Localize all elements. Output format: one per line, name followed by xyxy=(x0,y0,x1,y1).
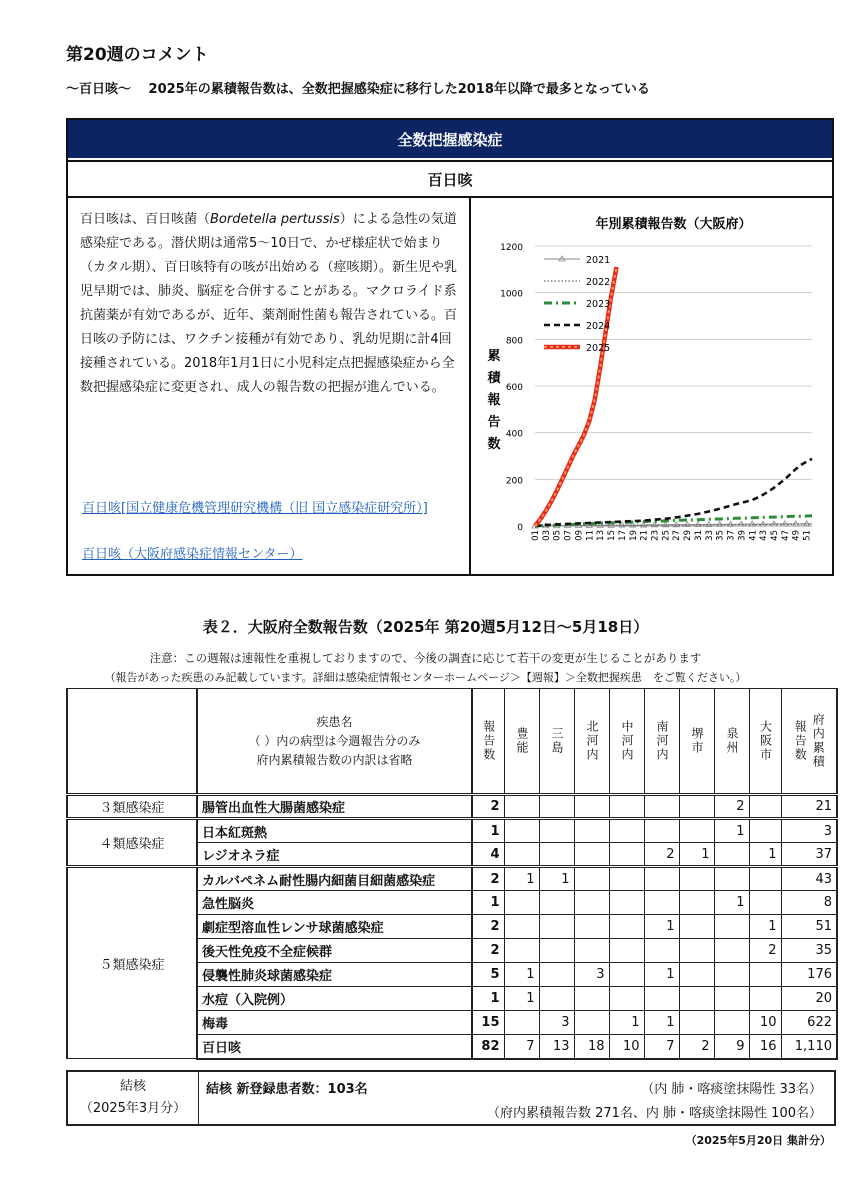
description-scientific-name: Bordetella pertussis xyxy=(210,212,340,227)
region-count-cell xyxy=(609,915,644,939)
region-count-cell: 2 xyxy=(679,1035,714,1059)
region-count-cell xyxy=(749,867,781,891)
legend-label: 2022 xyxy=(586,277,611,288)
region-count-cell: 18 xyxy=(574,1035,609,1059)
region-count-cell: 1 xyxy=(504,987,539,1011)
category-cell: ３類感染症 xyxy=(67,795,197,819)
weekly-count-cell: 2 xyxy=(472,795,504,819)
x-tick-label: 11 xyxy=(585,530,596,541)
region-count-cell xyxy=(574,987,609,1011)
y-tick-label: 600 xyxy=(505,383,523,393)
weekly-count-cell: 1 xyxy=(472,819,504,843)
x-tick-label: 25 xyxy=(661,530,672,541)
region-count-cell: 13 xyxy=(539,1035,574,1059)
cumulative-cell: 8 xyxy=(781,891,837,915)
tb-cumulative: （府内累積報告数 271名、内 肺・喀痰塗抹陽性 100名） xyxy=(486,1106,822,1121)
header-col xyxy=(504,689,539,795)
disease-cell: 腸管出血性大腸菌感染症 xyxy=(197,795,472,819)
x-tick-label: 27 xyxy=(672,530,683,541)
y-axis-label: 報 xyxy=(487,393,501,408)
tb-period: （2025年3月分） xyxy=(79,1101,187,1116)
region-count-cell xyxy=(609,819,644,843)
x-tick-label: 41 xyxy=(748,530,759,541)
y-axis-label: 数 xyxy=(487,437,501,452)
x-tick-label: 17 xyxy=(617,530,628,541)
weekly-count-cell: 4 xyxy=(472,843,504,867)
tuberculosis-box xyxy=(66,1070,836,1126)
x-tick-label: 01 xyxy=(531,530,541,541)
tuberculosis-label xyxy=(68,1072,199,1124)
legend-label: 2023 xyxy=(586,299,611,310)
table-row xyxy=(67,795,837,819)
table-title: 表２．大阪府全数報告数（2025年 第20週5月12日～5月18日） xyxy=(202,618,649,636)
x-tick-label: 45 xyxy=(769,530,780,541)
region-count-cell xyxy=(714,939,749,963)
header-col-label: 中河内 xyxy=(620,720,634,762)
panel-divider xyxy=(469,198,471,576)
description-post: ）による急性の気道感染症である。潜伏期は通常5～10日で、かぜ様症状で始まり（カタル期）、百日咳特有の咳が出始める（痙咳期）。新生児や乳児早期では、肺炎、脳症を合併することがある。マクロライド系抗菌薬が有効であるが、近年、薬剤耐性菌も報告されている。百日咳の予防には、ワクチン接種が有効であり、乳幼児期に計4回接種されている。2018年1月1日に小児科定点把握感染症から全数把握感染症に変更され、成人の報告数の把握が進んでいる。 xyxy=(80,212,458,395)
weekly-count-cell: 2 xyxy=(472,867,504,891)
region-count-cell xyxy=(504,939,539,963)
x-tick-label: 21 xyxy=(639,530,650,541)
region-count-cell: 2 xyxy=(714,795,749,819)
x-tick-label: 15 xyxy=(607,530,618,541)
header-disease-line: 疾患名 xyxy=(316,714,353,729)
legend-label: 2025 xyxy=(586,343,611,354)
header-disease-line: （ ）内の病型は今週報告分のみ xyxy=(248,733,421,748)
region-count-cell: 3 xyxy=(539,1011,574,1035)
aggregation-date: （2025年5月20日 集計分） xyxy=(685,1134,831,1147)
region-count-cell xyxy=(749,987,781,1011)
header-col xyxy=(781,689,837,795)
header-col-label: 泉州 xyxy=(725,727,739,755)
table-row xyxy=(67,819,837,843)
page-subtitle: ～百日咳～ 2025年の累積報告数は、全数把握感染症に移行した2018年以降で最多となっている xyxy=(66,82,650,97)
region-count-cell xyxy=(504,891,539,915)
region-count-cell xyxy=(714,867,749,891)
x-tick-label: 03 xyxy=(541,530,552,541)
header-col-label: 堺市 xyxy=(690,727,704,755)
region-count-cell xyxy=(644,819,679,843)
x-tick-label: 33 xyxy=(704,530,715,541)
cumulative-cell: 176 xyxy=(781,963,837,987)
x-tick-label: 39 xyxy=(737,530,748,541)
disease-cell: 日本紅斑熱 xyxy=(197,819,472,843)
region-count-cell: 1 xyxy=(749,915,781,939)
weekly-count-cell: 1 xyxy=(472,987,504,1011)
x-tick-label: 05 xyxy=(552,530,563,541)
header-disease-line: 府内累積報告数の内訳は省略 xyxy=(256,752,413,767)
x-tick-label: 13 xyxy=(596,530,607,541)
x-tick-label: 07 xyxy=(563,530,574,541)
region-count-cell xyxy=(749,963,781,987)
x-tick-label: 09 xyxy=(574,530,585,541)
page-title: 第20週のコメント xyxy=(66,45,209,65)
region-count-cell xyxy=(574,891,609,915)
legend-label: 2021 xyxy=(586,255,611,266)
region-count-cell xyxy=(574,843,609,867)
region-count-cell: 3 xyxy=(574,963,609,987)
cumulative-cell: 37 xyxy=(781,843,837,867)
region-count-cell xyxy=(609,867,644,891)
x-tick-label: 47 xyxy=(780,530,791,541)
weekly-count-cell: 2 xyxy=(472,915,504,939)
x-tick-label: 19 xyxy=(628,530,639,541)
disease-cell: 侵襲性肺炎球菌感染症 xyxy=(197,963,472,987)
description-pre: 百日咳は、百日咳菌（ xyxy=(80,212,211,227)
disease-title: 百日咳 xyxy=(68,160,832,198)
region-count-cell xyxy=(679,819,714,843)
disease-description xyxy=(80,208,462,400)
region-count-cell xyxy=(714,915,749,939)
disease-cell: カルバペネム耐性腸内細菌目細菌感染症 xyxy=(197,867,472,891)
region-count-cell xyxy=(574,819,609,843)
region-count-cell xyxy=(749,819,781,843)
region-count-cell: 1 xyxy=(609,1011,644,1035)
y-tick-label: 200 xyxy=(505,476,523,487)
disease-cell: 後天性免疫不全症候群 xyxy=(197,939,472,963)
weekly-count-cell: 2 xyxy=(472,939,504,963)
series-point-2021 xyxy=(804,521,810,526)
region-count-cell xyxy=(679,867,714,891)
cumulative-cell: 21 xyxy=(781,795,837,819)
region-count-cell xyxy=(714,963,749,987)
region-count-cell xyxy=(504,1011,539,1035)
header-col-label: 北河内 xyxy=(585,720,599,762)
region-count-cell: 1 xyxy=(679,843,714,867)
disease-cell: 劇症型溶血性レンサ球菌感染症 xyxy=(197,915,472,939)
region-count-cell: 1 xyxy=(539,867,574,891)
region-count-cell xyxy=(539,915,574,939)
region-count-cell xyxy=(644,939,679,963)
header-col xyxy=(472,689,504,795)
cumulative-cell: 1,110 xyxy=(781,1035,837,1059)
region-count-cell xyxy=(574,915,609,939)
region-count-cell xyxy=(609,939,644,963)
x-tick-label: 29 xyxy=(683,530,694,541)
region-count-cell xyxy=(714,843,749,867)
header-col-label: 南河内 xyxy=(655,720,669,762)
region-count-cell: 1 xyxy=(644,1011,679,1035)
header-col xyxy=(644,689,679,795)
region-count-cell xyxy=(644,891,679,915)
region-count-cell: 16 xyxy=(749,1035,781,1059)
y-axis-label: 積 xyxy=(487,371,501,386)
header-blank xyxy=(67,689,197,795)
region-count-cell: 1 xyxy=(644,915,679,939)
region-count-cell xyxy=(749,891,781,915)
table-note-detail: （報告があった疾患のみ記載しています。詳細は感染症情報センターホームページ＞【週報】＞全数把握疾患 をご覧ください。） xyxy=(104,671,747,684)
region-count-cell: 10 xyxy=(749,1011,781,1035)
region-count-cell xyxy=(539,819,574,843)
x-tick-label: 49 xyxy=(791,530,802,541)
region-count-cell xyxy=(714,987,749,1011)
region-count-cell xyxy=(574,867,609,891)
region-count-cell xyxy=(504,795,539,819)
tb-smear-positive: （内 肺・喀痰塗抹陽性 33名） xyxy=(641,1082,822,1097)
header-col xyxy=(539,689,574,795)
region-count-cell xyxy=(749,795,781,819)
tb-new-patients: 結核 新登録患者数：103名 xyxy=(206,1082,368,1097)
niid-link[interactable]: 百日咳[国立健康危機管理研究機構（旧 国立感染症研究所）] xyxy=(82,501,428,516)
region-count-cell xyxy=(574,795,609,819)
disease-cell: 急性脳炎 xyxy=(197,891,472,915)
weekly-count-cell: 15 xyxy=(472,1011,504,1035)
region-count-cell xyxy=(609,987,644,1011)
region-count-cell xyxy=(679,891,714,915)
x-tick-label: 31 xyxy=(693,530,704,541)
region-count-cell xyxy=(539,795,574,819)
region-count-cell: 2 xyxy=(644,843,679,867)
cumulative-cell: 43 xyxy=(781,867,837,891)
category-cell: ４類感染症 xyxy=(67,819,197,867)
weekly-count-cell: 5 xyxy=(472,963,504,987)
region-count-cell: 7 xyxy=(644,1035,679,1059)
header-col-label: 報告数 xyxy=(481,720,496,762)
header-col xyxy=(574,689,609,795)
category-cell: ５類感染症 xyxy=(67,867,197,1059)
region-count-cell: 9 xyxy=(714,1035,749,1059)
cumulative-cell: 35 xyxy=(781,939,837,963)
region-count-cell xyxy=(539,963,574,987)
disease-cell: 水痘（入院例） xyxy=(197,987,472,1011)
region-count-cell xyxy=(609,795,644,819)
region-count-cell: 1 xyxy=(749,843,781,867)
region-count-cell xyxy=(644,987,679,1011)
region-count-cell xyxy=(714,1011,749,1035)
region-count-cell xyxy=(504,915,539,939)
y-axis-label: 累 xyxy=(487,349,501,364)
region-count-cell: 1 xyxy=(504,867,539,891)
region-count-cell: 1 xyxy=(504,963,539,987)
region-count-cell: 1 xyxy=(644,963,679,987)
region-count-cell xyxy=(609,963,644,987)
cumulative-chart xyxy=(480,202,826,572)
category-banner: 全数把握感染症 xyxy=(68,120,832,158)
y-tick-label: 1200 xyxy=(500,243,523,253)
region-count-cell xyxy=(539,843,574,867)
header-col-cumulative: 府内累積 xyxy=(811,713,826,769)
osaka-center-link[interactable]: 百日咳（大阪府感染症情報センター） xyxy=(82,547,303,562)
weekly-count-cell: 82 xyxy=(472,1035,504,1059)
header-col-label: 報告数 xyxy=(793,720,808,762)
header-col xyxy=(609,689,644,795)
cumulative-cell: 51 xyxy=(781,915,837,939)
cumulative-cell: 20 xyxy=(781,987,837,1011)
header-col-label: 豊能 xyxy=(515,727,529,755)
tb-label: 結核 xyxy=(119,1079,146,1094)
x-tick-label: 51 xyxy=(802,530,813,541)
region-count-cell xyxy=(679,915,714,939)
region-count-cell xyxy=(644,867,679,891)
x-tick-label: 37 xyxy=(726,530,737,541)
chart-title: 年別累積報告数（大阪府） xyxy=(595,217,752,232)
region-count-cell: 7 xyxy=(504,1035,539,1059)
legend-label: 2024 xyxy=(586,321,611,332)
header-disease xyxy=(197,689,472,795)
disease-cell: 百日咳 xyxy=(197,1035,472,1059)
header-col-label: 三島 xyxy=(550,727,564,755)
x-tick-label: 35 xyxy=(715,530,726,541)
y-tick-label: 400 xyxy=(505,429,523,440)
y-axis-label: 告 xyxy=(487,415,501,430)
region-count-cell xyxy=(679,987,714,1011)
region-count-cell xyxy=(679,963,714,987)
region-count-cell xyxy=(679,939,714,963)
report-table xyxy=(66,688,838,1060)
disease-cell: レジオネラ症 xyxy=(197,843,472,867)
region-count-cell xyxy=(574,939,609,963)
region-count-cell: 1 xyxy=(714,819,749,843)
header-col xyxy=(714,689,749,795)
region-count-cell xyxy=(539,987,574,1011)
y-tick-label: 800 xyxy=(505,336,523,347)
region-count-cell xyxy=(609,891,644,915)
region-count-cell: 2 xyxy=(749,939,781,963)
region-count-cell xyxy=(504,843,539,867)
chart-svg xyxy=(480,202,826,572)
table-row xyxy=(67,867,837,891)
y-tick-label: 0 xyxy=(517,523,523,533)
region-count-cell xyxy=(679,1011,714,1035)
header-col-label: 大阪市 xyxy=(758,720,773,762)
header-col xyxy=(679,689,714,795)
x-tick-label: 23 xyxy=(650,530,661,541)
region-count-cell xyxy=(679,795,714,819)
disease-cell: 梅毒 xyxy=(197,1011,472,1035)
header-col xyxy=(749,689,781,795)
region-count-cell xyxy=(539,939,574,963)
region-count-cell xyxy=(574,1011,609,1035)
cumulative-cell: 3 xyxy=(781,819,837,843)
region-count-cell xyxy=(609,843,644,867)
x-tick-label: 43 xyxy=(759,530,770,541)
region-count-cell: 10 xyxy=(609,1035,644,1059)
region-count-cell: 1 xyxy=(714,891,749,915)
region-count-cell xyxy=(539,891,574,915)
region-count-cell xyxy=(504,819,539,843)
y-tick-label: 1000 xyxy=(500,289,523,300)
weekly-count-cell: 1 xyxy=(472,891,504,915)
cumulative-cell: 622 xyxy=(781,1011,837,1035)
table-note: 注意：この週報は速報性を重視しておりますので、今後の調査に応じて若干の変更が生じることがあります xyxy=(149,651,702,665)
region-count-cell xyxy=(644,795,679,819)
